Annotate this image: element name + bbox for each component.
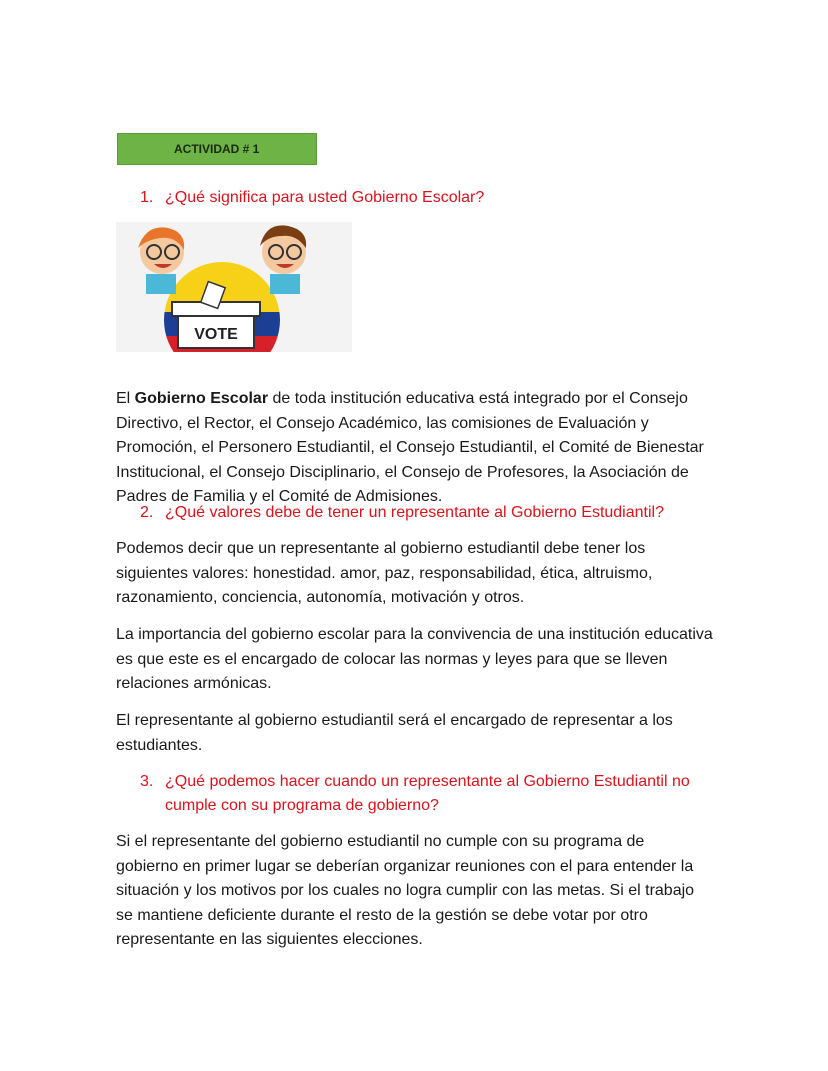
paragraph-1-bold: Gobierno Escolar [134,390,269,407]
paragraph-3: La importancia del gobierno escolar para la convivencia de una institución educativa es que este es el encargado de colocar las normas y leyes para que se lleven relaciones armónicas. [116,626,713,692]
question-3-number: 3. [140,773,154,790]
question-1-text: ¿Qué significa para usted Gobierno Escolar? [165,189,485,206]
paragraph-2: Podemos decir que un representante al gobierno estudiantil debe tener los siguientes valores: honestidad. amor, paz, responsabilidad, ética, altruismo, razonamiento, conciencia, autonomía, motivación y otros. [116,540,653,606]
svg-text:VOTE: VOTE [194,326,238,343]
paragraph-5: Si el representante del gobierno estudiantil no cumple con su programa de gobierno en primer lugar se deberían organizar reuniones con el para entender la situación y los motivos por los cuales no logra cumplir con las metas. Si el trabajo se mantiene deficiente durante el resto de la gestión se debe votar por otro representante en las siguientes elecciones. [116,833,695,948]
ballot-box-icon [116,222,352,352]
activity-banner: ACTIVIDAD # 1 [117,133,317,165]
question-2 [140,501,780,525]
paragraph-4: El representante al gobierno estudiantil será el encargado de representar a los estudiantes. [116,712,673,754]
question-1-number: 1. [140,189,154,206]
paragraph-1-rest: de toda institución educativa está integrado por el Consejo Directivo, el Rector, el Consejo Académico, las comisiones de Evaluación y Promoción, el Personero Estudiantil, el Consejo Estudiantil, el Comité de Bienestar Institucional, el Consejo Disciplinario, el Consejo de Profesores, la Asociación de Padres de Familia y el Comité de Admisiones. [116,390,704,505]
question-2-number: 2. [140,504,154,521]
question-1 [140,186,740,210]
children-voting-illustration [116,222,352,352]
paragraph-1-intro: El [116,390,135,407]
question-2-text: ¿Qué valores debe de tener un representante al Gobierno Estudiantil? [165,504,664,521]
question-3-text: ¿Qué podemos hacer cuando un representante al Gobierno Estudiantil no cumple con su programa de gobierno? [165,773,690,814]
paragraph-1 [116,387,716,510]
question-3 [140,770,730,818]
